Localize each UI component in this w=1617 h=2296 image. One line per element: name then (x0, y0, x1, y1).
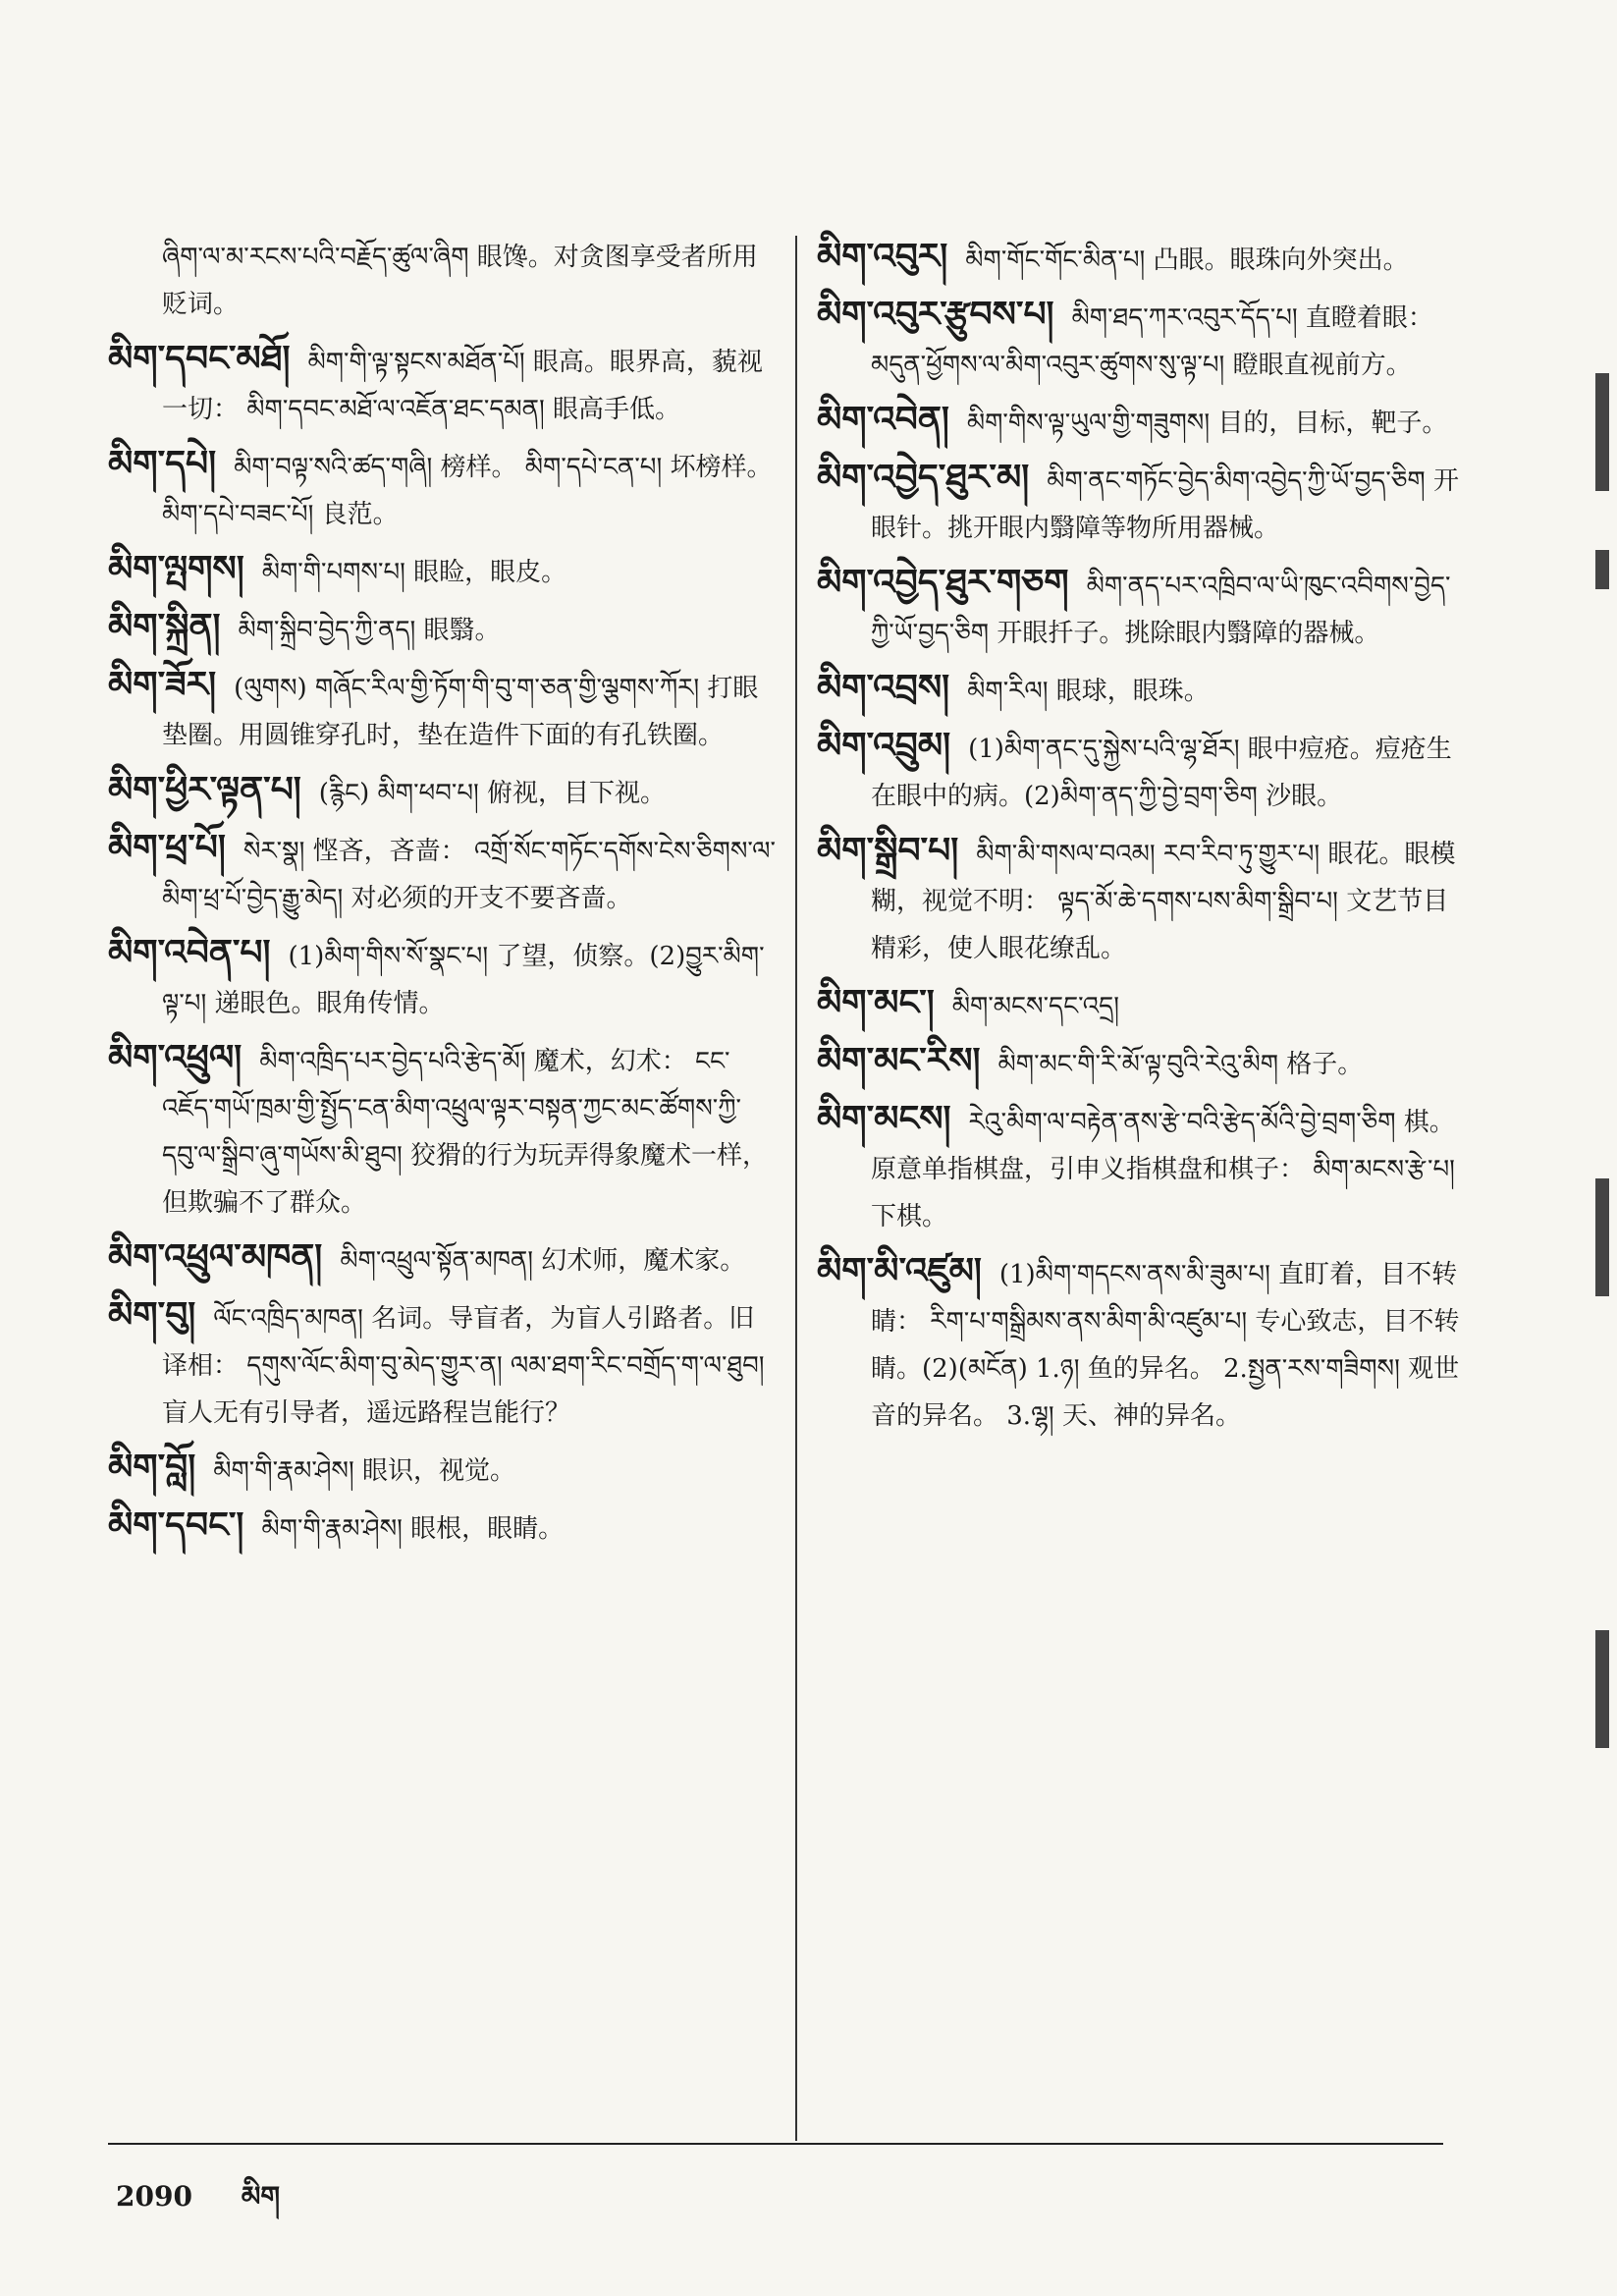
dictionary-entry (108, 441, 776, 538)
entry-definition: མིག་གི་པགས་པ། 眼睑，眼皮。 (261, 558, 567, 587)
entry-definition: རེའུ་མིག་ལ་བརྟེན་ནས་རྩེ་བའི་རྩེད་མོའི་བྱེ་བྲག་ཅིག 棋。原意单指棋盘，引申义指棋盘和棋子： མིག་མངས་རྩེ་པ། 下棋。 (871, 1108, 1455, 1231)
running-head: མིག (241, 2180, 281, 2213)
entry-headword: མིག་ཟོར། (108, 664, 217, 705)
entry-definition: མིག་མང་གི་རི་མོ་ལྟ་བུའི་རེའུ་མིག 格子。 (997, 1050, 1364, 1079)
entry-definition: མིག་གོང་གོང་མིན་པ། 凸眼。眼珠向外突出。 (965, 246, 1409, 275)
entry-headword: མིག་འབུར། (817, 236, 948, 277)
entry-definition: (རྙིང) མིག་ཕབ་པ། 俯视，目下视。 (318, 779, 667, 808)
dictionary-entry (108, 767, 776, 817)
entry-definition: (1)མིག་ནང་དུ་སྐྱེས་པའི་ལྷ་ཐོར། 眼中痘疮。痘疮生在眼中的病。(2)མིག་ནད་ཀྱི་བྱེ་བྲག་ཅིག 沙眼。 (871, 735, 1452, 811)
dictionary-entry (108, 336, 776, 433)
margin-mark (1595, 550, 1609, 589)
entry-definition: མིག་གི་རྣམ་ཤེས། 眼识，视觉。 (213, 1456, 515, 1486)
entry-headword: མིག་འབེན་པ། (108, 932, 271, 973)
dictionary-entry (817, 560, 1465, 657)
dictionary-entry (817, 292, 1465, 389)
dictionary-entry (108, 930, 776, 1027)
entry-headword: མིག་དབང་མཐོ། (108, 338, 291, 379)
margin-mark (1595, 1178, 1609, 1296)
entry-definition: མིག་གི་རྣམ་ཤེས། 眼根，眼睛。 (261, 1514, 565, 1544)
dictionary-entry (817, 1038, 1465, 1088)
dictionary-entry (817, 665, 1465, 715)
entry-definition: མིག་གི་ལྟ་སྟངས་མཐོན་པོ། 眼高。眼界高，藐视一切： མིག་དབང་མཐོ་ལ་འཇོན་ཐང་དམན། 眼高手低。 (162, 348, 763, 424)
dictionary-entry (817, 723, 1465, 820)
margin-mark (1595, 373, 1609, 491)
right-column (817, 234, 1465, 1448)
dictionary-entry (108, 662, 776, 759)
dictionary-entry (817, 397, 1465, 447)
margin-mark (1595, 1630, 1609, 1748)
entry-headword: མིག་སྒྲིབ་པ། (817, 830, 959, 871)
entry-headword: མིག་ལྤགས། (108, 548, 244, 589)
entry-headword: མིག་འབྱེད་ཐུར་གཅག (817, 562, 1069, 603)
entry-headword: མིག་འབུར་རྩུབས་པ། (817, 294, 1054, 335)
entry-headword: མིག་མི་འཛུམ། (817, 1250, 982, 1291)
dictionary-entry (817, 828, 1465, 972)
dictionary-entry (108, 1035, 776, 1227)
entry-definition: མིག་མངས་དང་འདྲ། (951, 992, 1120, 1021)
dictionary-entry (817, 234, 1465, 284)
dictionary-entry (108, 604, 776, 654)
entry-definition: མིག་འཁྲིད་པར་བྱེད་པའི་རྩེད་མོ། 魔术，幻术： ངང་འཇོད་གཡོ་ཁྲམ་གྱི་སྤྱོད་ངན་མིག་འཕྲུལ་ལྟར་བསྟན་ཀྱང་མང་ཚོགས་ཀྱི་དབུ་ལ་སྒྲིབ་ཞུ་གཡོས་མི་ཐུབ། 狡猾的行为玩弄得象魔术一样，但欺骗不了群众。 (162, 1047, 769, 1218)
entry-headword: མིག་མངས། (817, 1098, 951, 1139)
entry-headword: མིག་འབེན། (817, 399, 949, 440)
dictionary-entry (108, 1445, 776, 1495)
entry-definition: ཞིག་ལ་མ་རངས་པའི་བརྗོད་ཚུལ་ཞིག 眼馋。对贪图享受者所用贬词。 (162, 243, 758, 319)
page-number: 2090 (116, 2180, 192, 2213)
dictionary-entry (817, 1096, 1465, 1240)
entry-definition: མིག་མི་གསལ་བའམ། རབ་རིབ་ཏུ་གྱུར་པ། 眼花。眼模糊，视觉不明： ལྟད་མོ་ཆེ་དགས་པས་མིག་སྒྲིབ་པ། 文艺节目精彩，使人眼花缭乱。 (871, 840, 1456, 963)
entry-headword: མིག་དབང་། (108, 1504, 244, 1546)
dictionary-entry (817, 1248, 1465, 1440)
dictionary-entry (817, 455, 1465, 552)
entry-headword: མིག་སྐྲིན། (108, 606, 221, 647)
dictionary-entry (817, 980, 1465, 1030)
entry-headword: མིག་འཕྲུལ་མཁན། (108, 1236, 323, 1278)
footer-rule (108, 2143, 1443, 2145)
entry-headword: མིག་མང་རིས། (817, 1040, 981, 1081)
entry-definition: སེར་སྣ། 悭吝，吝啬： འགྲོ་སོང་གཏོང་དགོས་ངེས་ཅིགས་ལ་མིག་ཕྲ་པོ་བྱེད་རྒྱུ་མེད། 对必须的开支不要吝啬。 (162, 837, 776, 913)
dictionary-entry (108, 234, 776, 328)
entry-headword: མིག་འབྱེད་ཐུར་མ། (817, 457, 1030, 498)
entry-headword: མིག་འཕྲུལ། (108, 1037, 243, 1078)
entry-headword: མིག་ཕྱིར་ལྟན་པ། (108, 769, 301, 810)
dictionary-entry (108, 1503, 776, 1553)
dictionary-entry (108, 1292, 776, 1437)
entry-definition: མིག་བལྟ་སའི་ཚད་གཞི། 榜样。 མིག་དཔེ་ངན་པ། 坏榜样。 མིག་དཔེ་བཟང་པོ། 良范。 (162, 453, 773, 529)
left-column (108, 234, 776, 1560)
entry-definition: མིག་རིལ། 眼球，眼珠。 (967, 677, 1210, 706)
entry-headword: མིག་དཔེ། (108, 443, 217, 484)
entry-definition: མིག་འཕྲུལ་སྟོན་མཁན། 幻术师，魔术家。 (340, 1246, 746, 1276)
entry-headword: མིག་བུ། (108, 1294, 196, 1336)
page-footer (116, 2165, 319, 2243)
entry-definition: མིག་ནང་གཏོང་བྱེད་མིག་འབྱེད་ཀྱི་ཡོ་བྱད་ཅིག 开眼针。挑开眼内翳障等物所用器械。 (871, 466, 1459, 543)
dictionary-entry (108, 825, 776, 922)
entry-definition: (1)མིག་གདངས་ནས་མི་ཟུམ་པ། 直盯着，目不转睛： རིག་པ་གསྒྲིམས་ནས་མིག་མི་འཛུམ་པ། 专心致志，目不转睛。(2)(མངོན) 1.ཉ། 鱼的异名。 2.སྤྱན་རས་གཟིགས། 观世音的异名。 3.ལྷ། 天、神的异名。 (871, 1260, 1460, 1431)
entry-definition: ལོང་འཁྲིད་མཁན། 名词。导盲者，为盲人引路者。旧译相： དགུས་ལོང་མིག་བུ་མེད་གྱུར་ན། ལམ་ཐག་རིང་བགྲོད་ག་ལ་ཐུབ། 盲人无有引导者，遥远路程岂能行？ (162, 1304, 765, 1428)
entry-definition: མིག་ནད་པར་འཁྲིབ་ལ་ཡི་ཁུང་འབིགས་བྱེད་ཀྱི་ཡོ་བྱད་ཅིག 开眼扦子。挑除眼内翳障的器械。 (871, 572, 1451, 648)
entry-headword: མིག་བློ། (108, 1447, 196, 1488)
entry-definition: མིག་གིས་ལྟ་ཡུལ་གྱི་གཟུགས། 目的，目标，靶子。 (966, 409, 1448, 438)
entry-definition: (1)མིག་གིས་སོ་སྣང་པ། 了望，侦察。(2)བྱུར་མིག་ལྟ་པ། 递眼色。眼角传情。 (162, 942, 765, 1018)
entry-headword: མིག་འབྲས། (817, 667, 950, 708)
entry-definition: མིག་ཐད་ཀར་འབུར་དོད་པ། 直瞪着眼： མདུན་ཕྱོགས་ལ་མིག་འབུར་ཚུགས་སུ་ལྟ་པ། 瞪眼直视前方。 (871, 303, 1433, 380)
entry-definition: (ལུགས) གཞོང་རིལ་གྱི་ཏོག་གི་བུ་ག་ཅན་གྱི་ལྕགས་ཀོར། 打眼垫圈。用圆锥穿孔时，垫在造件下面的有孔铁圈。 (162, 674, 759, 750)
column-divider (795, 236, 797, 2141)
entry-headword: མིག་འབྲུམ། (817, 725, 951, 766)
entry-headword: མིག་ཕྲ་པོ། (108, 827, 226, 868)
dictionary-entry (108, 1234, 776, 1285)
entry-definition: མིག་སྐྲིབ་བྱེད་ཀྱི་ནད། 眼翳。 (238, 616, 501, 645)
entry-headword: མིག་མང་། (817, 982, 935, 1023)
dictionary-entry (108, 546, 776, 596)
